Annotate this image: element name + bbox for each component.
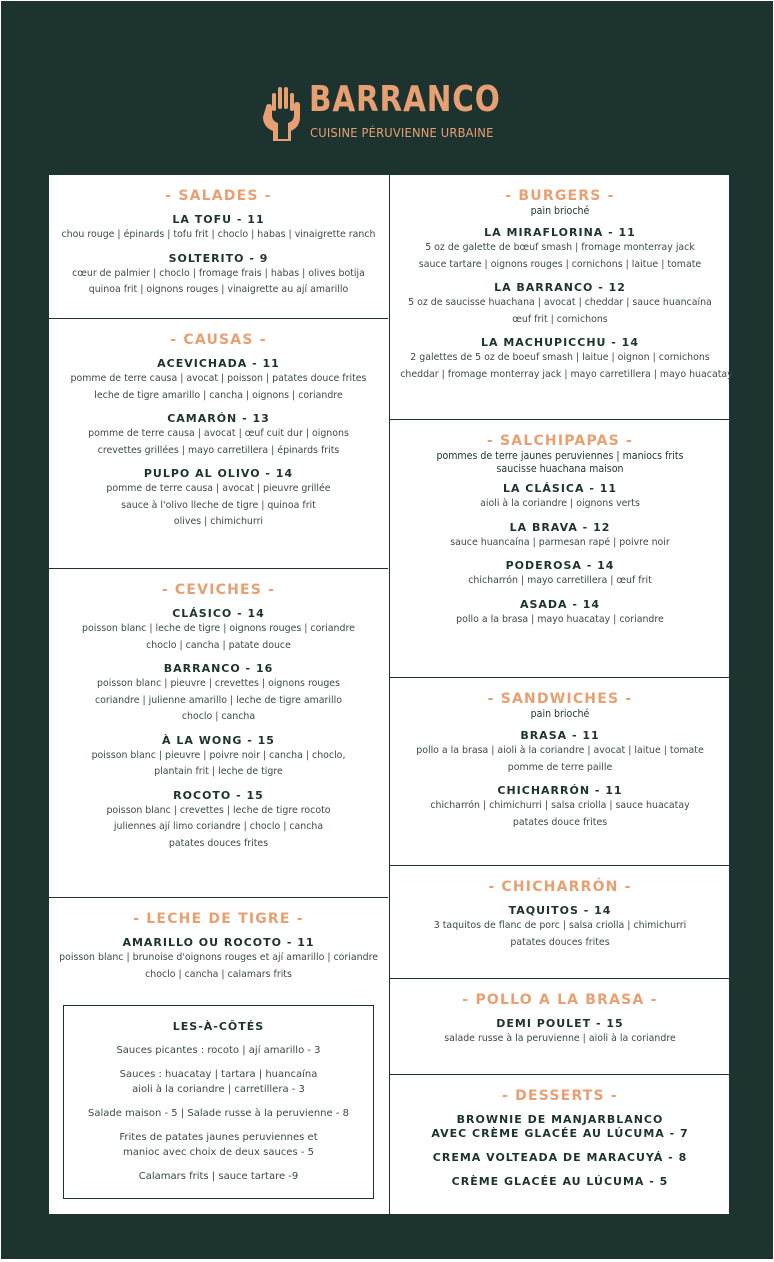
- section-title: - CHICHARRÓN -: [488, 879, 632, 895]
- item-name: CHICHARRÓN - 11: [497, 784, 623, 797]
- menu-item: [390, 559, 730, 590]
- menu-item: [49, 662, 388, 726]
- section-title: - LECHE DE TIGRE -: [133, 911, 304, 927]
- dessert-item: [390, 1113, 730, 1141]
- item-name: À LA WONG - 15: [162, 733, 275, 747]
- side-item-text: Frites de patates jaunes peruviennes et: [119, 1132, 318, 1143]
- item-description: sauce tartare | oignons rouges | cornichons | laitue | tomate: [418, 258, 702, 270]
- item-name: LA BARRANCO - 12: [494, 281, 626, 294]
- item-description: cheddar | fromage monterray jack | mayo carretillera | mayo huacatay: [400, 368, 733, 380]
- item-description: 5 oz de galette de bœuf smash | fromage monterray jack: [425, 242, 695, 253]
- side-item: [64, 1043, 373, 1058]
- section-sandwiches: [390, 678, 730, 866]
- side-item-text: Sauces : huacatay | tartara | huancaína: [119, 1069, 318, 1080]
- side-item-text: Salade maison - 5 | Salade russe à la peruvienne - 8: [87, 1108, 350, 1119]
- item-description: pomme de terre causa | avocat | poisson | patates douce frites: [70, 373, 367, 384]
- item-description: 2 galettes de 5 oz de boeuf smash | laitue | oignon | cornichons: [410, 352, 710, 363]
- menu-item: [390, 598, 730, 629]
- item-name: BRASA - 11: [520, 729, 600, 742]
- item-description: poisson blanc | pieuvre | poivre noir | cancha | choclo,: [91, 749, 346, 761]
- side-item: [64, 1067, 373, 1097]
- dessert-name: CRÈME GLACÉE AU LÚCUMA - 5: [451, 1175, 669, 1188]
- section-causas: [49, 319, 388, 569]
- item-name: ROCOTO - 15: [173, 788, 264, 802]
- menu-item: [390, 784, 730, 831]
- item-name: LA TOFU - 11: [172, 213, 265, 226]
- item-description: chicharrón | mayo carretillera | œuf frit: [468, 575, 652, 586]
- menu-item: [390, 729, 730, 776]
- item-description: plantain frit | leche de tigre: [154, 766, 283, 777]
- side-item-text: manioc avec choix de deux sauces - 5: [123, 1147, 314, 1158]
- menu-item: [49, 789, 388, 853]
- item-description: 5 oz de saucisse huachana | avocat | cheddar | sauce huancaína: [408, 297, 712, 308]
- item-description: chicharrón | chimichurri | salsa criolla | sauce huacatay: [430, 800, 690, 811]
- item-name: SOLTERITO - 9: [168, 251, 269, 265]
- side-item: [64, 1130, 373, 1160]
- item-description: poisson blanc | brunoise d'oignons rouges et ají amarillo | coriandre: [59, 952, 379, 963]
- section-title: - POLLO A LA BRASA -: [462, 992, 658, 1008]
- section-title: - SANDWICHES -: [487, 691, 633, 707]
- dessert-item: [390, 1151, 730, 1165]
- menu-item: [49, 607, 388, 654]
- section-subtitle: saucisse huachana maison: [496, 463, 624, 475]
- section-pollo-a-la-brasa: [390, 979, 730, 1075]
- sides-box: [63, 1005, 374, 1199]
- item-name: PULPO AL OLIVO - 14: [143, 467, 294, 480]
- dessert-name: AVEC CRÈME GLACÉE AU LÚCUMA - 7: [431, 1127, 689, 1140]
- section-burgers: [390, 175, 733, 420]
- side-item-text: Sauces picantes : rocoto | ají amarillo - 3: [116, 1045, 321, 1056]
- section-ceviches: [49, 569, 388, 898]
- menu-page: [1, 1, 773, 1259]
- menu-card: [48, 174, 733, 1215]
- menu-item: [49, 936, 388, 983]
- menu-item: [49, 213, 388, 244]
- item-description: salade russe à la peruvienne | aioli à la coriandre: [444, 1033, 676, 1044]
- dessert-name: BROWNIE DE MANJARBLANCO: [456, 1113, 664, 1126]
- item-description: patates douces frites: [510, 936, 610, 948]
- sides-title: LES-À-CÔTÉS: [172, 1020, 265, 1033]
- item-description: cœur de palmier | choclo | fromage frais | habas | olives botija: [72, 267, 365, 279]
- item-name: PODEROSA - 14: [505, 559, 615, 572]
- menu-item: [390, 281, 730, 328]
- item-description: pomme de terre paille: [507, 761, 613, 773]
- item-description: crevettes grillées | mayo carretillera | épinards frits: [97, 444, 340, 456]
- menu-item: [49, 412, 388, 459]
- section-chicharron: [390, 866, 730, 979]
- dessert-item: [390, 1175, 730, 1189]
- section-subtitle: pain brioché: [530, 708, 590, 720]
- item-description: poisson blanc | pieuvre | crevettes | oignons rouges: [97, 678, 340, 689]
- item-description: pollo a la brasa | mayo huacatay | coriandre: [456, 613, 664, 625]
- section-title: - SALCHIPAPAS -: [486, 433, 634, 449]
- item-description: chou rouge | épinards | tofu frit | choclo | habas | vinaigrette ranch: [61, 229, 376, 240]
- item-name: TAQUITOS - 14: [508, 904, 612, 917]
- item-name: LA MACHUPICCHU - 14: [481, 336, 639, 349]
- item-description: pomme de terre causa | avocat | pieuvre grillée: [106, 483, 331, 494]
- menu-item: [390, 521, 730, 552]
- menu-item: [49, 734, 388, 781]
- item-name: CAMARÓN - 13: [167, 412, 270, 425]
- menu-item: [49, 467, 388, 531]
- item-description: aioli à la coriandre | oignons verts: [480, 498, 640, 509]
- item-name: LA MIRAFLORINA - 11: [484, 226, 636, 239]
- dessert-name: CREMA VOLTEADA DE MARACUYÁ - 8: [432, 1151, 688, 1164]
- menu-item: [390, 482, 730, 513]
- item-name: BARRANCO - 16: [163, 662, 274, 675]
- item-name: AMARILLO OU ROCOTO - 11: [122, 936, 315, 949]
- side-item: [64, 1106, 373, 1121]
- item-name: ACEVICHADA - 11: [157, 357, 280, 370]
- item-description: juliennes ají limo coriandre | choclo | cancha: [113, 821, 324, 832]
- item-description: œuf frit | cornichons: [512, 313, 608, 325]
- brand-name: BARRANCO: [309, 79, 501, 120]
- fork-hand-icon: [263, 85, 303, 141]
- item-name: LA BRAVA - 12: [509, 520, 611, 534]
- menu-item: [390, 336, 733, 383]
- brand-tagline: CUISINE PÉRUVIENNE URBAINE: [310, 125, 494, 140]
- section-subtitle: pain brioché: [530, 205, 590, 217]
- item-description: quinoa frit | oignons rouges | vinaigrette au ají amarillo: [88, 284, 349, 295]
- brand-logo: [263, 79, 523, 145]
- item-description: sauce à l'olivo lleche de tigre | quinoa frit: [121, 499, 316, 511]
- item-description: choclo | cancha | calamars frits: [145, 968, 292, 980]
- menu-item: [390, 904, 730, 951]
- menu-item: [390, 226, 730, 273]
- menu-item: [49, 357, 388, 404]
- item-description: leche de tigre amarillo | cancha | oignons | coriandre: [94, 389, 343, 401]
- item-description: coriandre | julienne amarillo | leche de tigre amarillo: [94, 694, 343, 706]
- item-description: pomme de terre causa | avocat | œuf cuit dur | oignons: [88, 428, 349, 439]
- section-desserts: [390, 1075, 730, 1214]
- side-item-text: Calamars frits | sauce tartare -9: [138, 1171, 299, 1182]
- item-name: DEMI POULET - 15: [496, 1017, 624, 1030]
- item-description: patates douces frites: [168, 837, 269, 849]
- item-description: choclo | cancha | patate douce: [146, 639, 291, 651]
- item-name: ASADA - 14: [519, 597, 601, 611]
- item-description: poisson blanc | leche de tigre | oignons rouges | coriandre: [82, 623, 355, 634]
- item-name: CLÁSICO - 14: [172, 607, 265, 620]
- side-item-text: aioli à la coriandre | carretillera - 3: [132, 1084, 305, 1095]
- item-description: pollo a la brasa | aioli à la coriandre | avocat | laitue | tomate: [416, 745, 704, 756]
- item-name: LA CLÁSICA - 11: [502, 482, 618, 495]
- item-description: poisson blanc | crevettes | leche de tigre rocoto: [106, 804, 331, 816]
- left-column: [49, 175, 388, 1214]
- item-description: 3 taquitos de flanc de porc | salsa criolla | chimichurri: [433, 920, 687, 931]
- section-title: - BURGERS -: [505, 188, 615, 204]
- section-subtitle: pommes de terre jaunes peruviennes | maniocs frits: [436, 450, 684, 462]
- item-description: patates douce frites: [512, 816, 608, 828]
- section-title: - SALADES -: [165, 188, 272, 204]
- item-description: choclo | cancha: [181, 711, 256, 722]
- section-salades: [49, 175, 388, 319]
- section-leche-de-tigre: [49, 898, 388, 998]
- item-description: sauce huancaína | parmesan rapé | poivre noir: [450, 536, 670, 548]
- section-title: - CAUSAS -: [170, 332, 267, 348]
- side-item: [64, 1169, 373, 1184]
- right-column: [389, 175, 733, 1214]
- menu-item: [49, 252, 388, 299]
- menu-item: [390, 1017, 730, 1048]
- section-title: - DESSERTS -: [502, 1088, 618, 1104]
- item-description: olives | chimichurri: [173, 516, 264, 527]
- section-salchipapas: [390, 420, 730, 678]
- section-title: - CEVICHES -: [161, 582, 276, 598]
